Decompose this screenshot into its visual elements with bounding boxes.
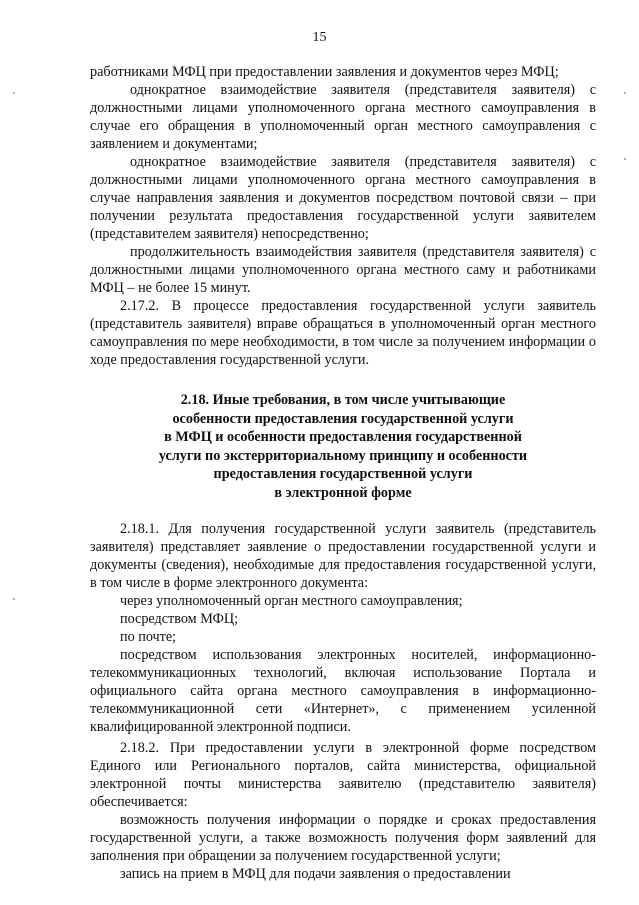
paragraph: продолжительность взаимодействия заявителя (представителя заявителя) с должностными лицами уполномоченного органа местного саму и работниками МФЦ – не более 15 минут.: [90, 244, 596, 296]
list-item: через уполномоченный орган местного самоуправления;: [120, 593, 463, 609]
paragraph: 2.18.2. При предоставлении услуги в электронной форме посредством Единого или Регионального порталов, сайта министерства, официальной электронной почты министерства заявителю (представителю заявителя) обеспечивается:: [90, 740, 596, 810]
page-number: 15: [312, 30, 327, 45]
list-item: посредством использования электронных носителей, информационно-телекоммуникационных технологий, включая использование Портала и официального сайта органа местного самоуправления в информационно-телекоммуникационной сети «Интернет», с применением усиленной квалифицированной электронной подписи.: [90, 647, 596, 735]
paragraph: работниками МФЦ при предоставлении заявления и документов через МФЦ;: [90, 64, 559, 80]
scan-artifact: [624, 92, 626, 94]
scan-artifact: [13, 598, 15, 600]
paragraph: однократное взаимодействие заявителя (представителя заявителя) с должностными лицами уполномоченного органа местного самоуправления в случае направления заявления и документов посредством почтовой связи – при получении результата предоставления государственной услуги заявителем (представителем заявителя) непосредственно;: [90, 154, 596, 242]
heading-line: особенности предоставления государственной услуги: [172, 410, 514, 427]
paragraph: однократное взаимодействие заявителя (представителя заявителя) с должностными лицами уполномоченного органа местного самоуправления в случае его обращения в уполномоченный орган местного самоуправления с заявлением и документами;: [90, 82, 596, 152]
document-body: [90, 63, 596, 883]
list-item: по почте;: [120, 629, 177, 645]
paragraph: возможность получения информации о порядке и сроках предоставления государственной услуги, а также возможность получения форм заявлений для заполнения при обращении за получением государственной услуги;: [90, 812, 596, 864]
paragraph: 2.17.2. В процессе предоставления государственной услуги заявитель (представитель заявителя) вправе обращаться в уполномоченный орган местного самоуправления по мере необходимости, в том числе за получением информации о ходе предоставления государственной услуги.: [90, 298, 596, 368]
scan-artifact: [624, 158, 626, 160]
paragraph: запись на прием в МФЦ для подачи заявления о предоставлении: [120, 866, 511, 882]
heading-line: услуги по экстерриториальному принципу и особенности: [158, 447, 528, 464]
heading-line: в МФЦ и особенности предоставления государственной: [164, 429, 522, 445]
list-item: посредством МФЦ;: [120, 611, 239, 627]
scan-artifact: [13, 92, 15, 94]
heading-line: 2.18. Иные требования, в том числе учитывающие: [180, 392, 506, 408]
section-heading: [90, 391, 596, 502]
paragraph: 2.18.1. Для получения государственной услуги заявитель (представитель заявителя) представляет заявление о предоставлении государственной услуги и документы (сведения), необходимые для предоставления государственной услуги, в том числе в форме электронного документа:: [90, 521, 596, 591]
heading-line: в электронной форме: [274, 484, 412, 501]
heading-line: предоставления государственной услуги: [213, 466, 473, 482]
